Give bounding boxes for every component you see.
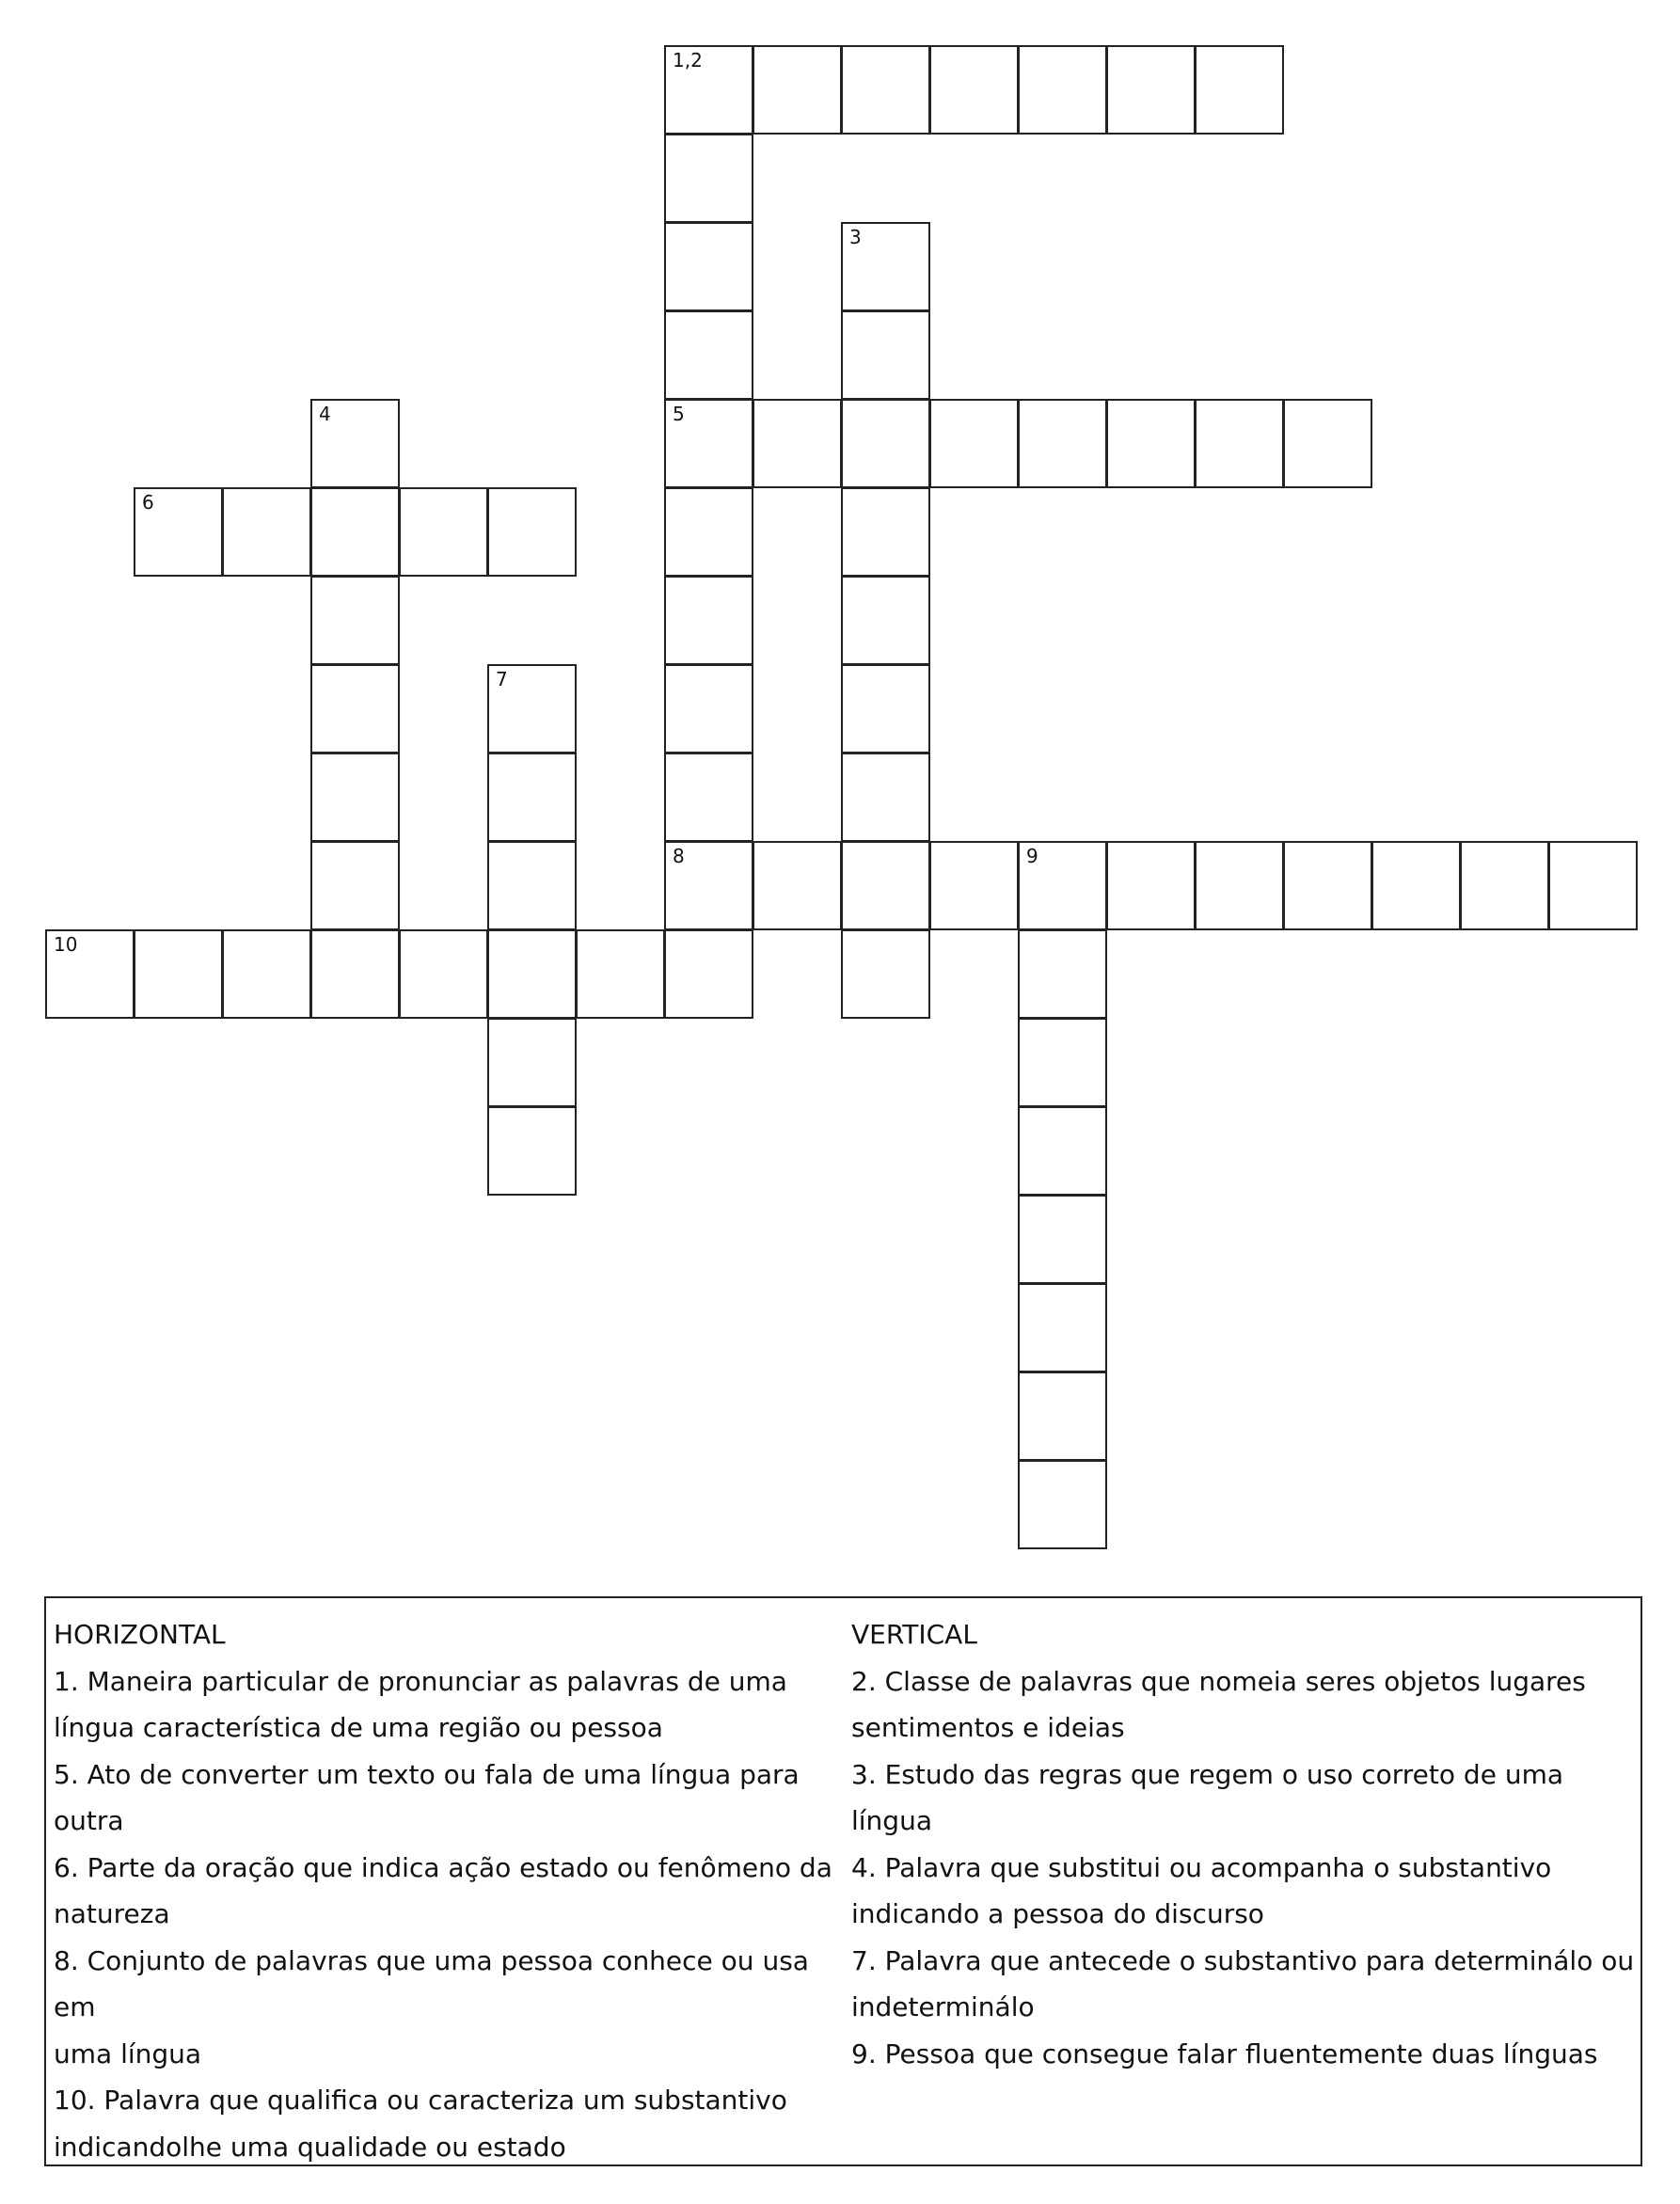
crossword-cell[interactable] (841, 399, 930, 488)
crossword-cell[interactable] (664, 487, 753, 577)
crossword-cell[interactable] (929, 841, 1019, 930)
crossword-cell[interactable] (1460, 841, 1549, 930)
crossword-cell[interactable] (399, 487, 488, 577)
crossword-cell[interactable] (1018, 1372, 1107, 1461)
clue-number: 4 (319, 403, 331, 425)
crossword-cell[interactable] (841, 929, 930, 1019)
crossword-cell[interactable] (487, 664, 577, 753)
clue-number: 5 (673, 403, 685, 425)
crossword-cell[interactable] (841, 664, 930, 753)
clue-number: 3 (849, 226, 862, 248)
crossword-cell[interactable] (841, 487, 930, 577)
crossword-cell[interactable] (399, 929, 488, 1019)
crossword-cell[interactable] (664, 576, 753, 665)
clue-number: 9 (1026, 845, 1038, 867)
crossword-cell[interactable] (841, 310, 930, 400)
clue-number: 1,2 (673, 49, 703, 71)
horizontal-clues (54, 1611, 844, 2170)
crossword-cell[interactable] (1018, 929, 1107, 1019)
vertical-clue-line: 9. Pessoa que consegue falar fluentemente duas línguas (851, 2038, 1598, 2069)
crossword-cell[interactable] (310, 664, 400, 753)
crossword-cell[interactable] (664, 45, 753, 135)
crossword-cell[interactable] (1283, 841, 1372, 930)
crossword-cell[interactable] (1195, 399, 1284, 488)
crossword-cell[interactable] (487, 753, 577, 842)
vertical-clue-line: 3. Estudo das regras que regem o uso correto de uma língua (851, 1758, 1563, 1836)
crossword-cell[interactable] (753, 45, 842, 135)
vertical-clue-line: 4. Palavra que substitui ou acompanha o substantivo (851, 1851, 1552, 1883)
clue-number: 7 (496, 668, 508, 690)
crossword-cell[interactable] (929, 399, 1019, 488)
horizontal-clue-line: indicandolhe uma qualidade ou estado (54, 2131, 566, 2163)
crossword-cell[interactable] (841, 222, 930, 311)
crossword-cell[interactable] (841, 841, 930, 930)
crossword-cell[interactable] (487, 841, 577, 930)
crossword-cell[interactable] (1018, 1106, 1107, 1196)
crossword-cell[interactable] (1018, 1195, 1107, 1284)
crossword-cell[interactable] (1283, 399, 1372, 488)
crossword-cell[interactable] (664, 222, 753, 311)
crossword-cell[interactable] (1548, 841, 1638, 930)
crossword-cell[interactable] (1018, 1460, 1107, 1549)
horizontal-clue-line: 6. Parte da oração que indica ação estado ou fenômeno da (54, 1851, 832, 1883)
crossword-cell[interactable] (841, 576, 930, 665)
crossword-cell[interactable] (576, 929, 665, 1019)
crossword-cell[interactable] (929, 45, 1019, 135)
vertical-clue-line: 7. Palavra que antecede o substantivo para determinálo ou (851, 1944, 1635, 1976)
crossword-cell[interactable] (753, 841, 842, 930)
crossword-cell[interactable] (1195, 45, 1284, 135)
crossword-cell[interactable] (753, 399, 842, 488)
crossword-cell[interactable] (1371, 841, 1461, 930)
crossword-cell[interactable] (45, 929, 135, 1019)
crossword-cell[interactable] (664, 753, 753, 842)
crossword-cell[interactable] (664, 841, 753, 930)
crossword-cell[interactable] (487, 487, 577, 577)
crossword-cell[interactable] (1018, 45, 1107, 135)
crossword-cell[interactable] (664, 134, 753, 223)
horizontal-clue-line: 5. Ato de converter um texto ou fala de uma língua para (54, 1758, 800, 1790)
horizontal-clue-line: 8. Conjunto de palavras que uma pessoa conhece ou usa em (54, 1944, 809, 2022)
vertical-heading: VERTICAL (851, 1619, 977, 1650)
crossword-cell[interactable] (310, 576, 400, 665)
crossword-cell[interactable] (310, 929, 400, 1019)
clues-box (44, 1596, 1642, 2166)
crossword-cell[interactable] (134, 487, 223, 577)
crossword-cell[interactable] (664, 399, 753, 488)
crossword-cell[interactable] (1106, 45, 1196, 135)
horizontal-clue-line: uma língua (54, 2038, 202, 2069)
vertical-clue-line: indeterminálo (851, 1991, 1035, 2022)
crossword-cell[interactable] (841, 753, 930, 842)
clue-number: 8 (673, 845, 685, 867)
crossword-cell[interactable] (310, 841, 400, 930)
horizontal-clue-line: 10. Palavra que qualifica ou caracteriza um substantivo (54, 2085, 787, 2116)
clue-number: 6 (142, 491, 154, 514)
crossword-cell[interactable] (664, 929, 753, 1019)
crossword-cell[interactable] (134, 929, 223, 1019)
crossword-cell[interactable] (664, 310, 753, 400)
crossword-cell[interactable] (487, 1106, 577, 1196)
crossword-cell[interactable] (1018, 399, 1107, 488)
horizontal-clue-line: língua característica de uma região ou pessoa (54, 1712, 663, 1743)
crossword-cell[interactable] (1018, 1283, 1107, 1372)
clue-number: 10 (54, 933, 78, 956)
crossword-cell[interactable] (310, 487, 400, 577)
crossword-cell[interactable] (310, 399, 400, 488)
crossword-cell[interactable] (1106, 399, 1196, 488)
vertical-clue-line: sentimentos e ideias (851, 1712, 1125, 1743)
vertical-clue-line: 2. Classe de palavras que nomeia seres objetos lugares (851, 1665, 1586, 1697)
horizontal-clue-line: outra (54, 1805, 124, 1836)
crossword-cell[interactable] (841, 45, 930, 135)
horizontal-heading: HORIZONTAL (54, 1619, 226, 1650)
crossword-cell[interactable] (664, 664, 753, 753)
crossword-cell[interactable] (310, 753, 400, 842)
crossword-cell[interactable] (222, 929, 311, 1019)
crossword-cell[interactable] (222, 487, 311, 577)
crossword-cell[interactable] (1195, 841, 1284, 930)
crossword-cell[interactable] (487, 1018, 577, 1107)
crossword-cell[interactable] (1018, 1018, 1107, 1107)
vertical-clue-line: indicando a pessoa do discurso (851, 1898, 1264, 1929)
horizontal-clue-line: 1. Maneira particular de pronunciar as palavras de uma (54, 1665, 787, 1697)
crossword-cell[interactable] (1106, 841, 1196, 930)
vertical-clues (851, 1611, 1638, 2077)
horizontal-clue-line: natureza (54, 1898, 170, 1929)
crossword-cell[interactable] (1018, 841, 1107, 930)
crossword-cell[interactable] (487, 929, 577, 1019)
